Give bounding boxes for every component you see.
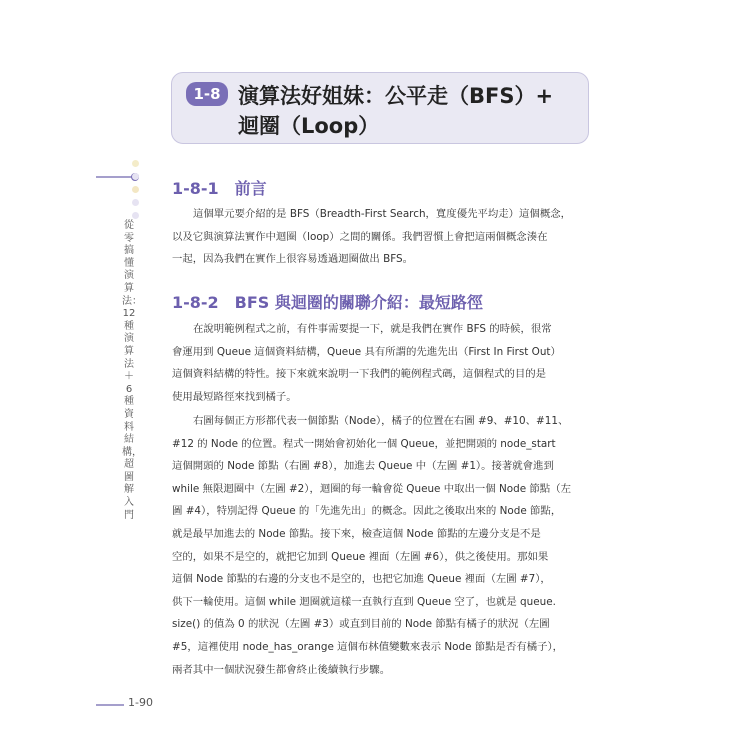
book-title-vertical: 從零搞懂演算法：12種演算法＋6種資料結構，超圖解入門 [122, 220, 142, 521]
paragraph-line: 在說明範例程式之前，有件事需要提一下，就是我們在實作 BFS 的時候，很常 [193, 323, 552, 335]
paragraph-line: size() 的值為 0 的狀況（左圖 #3）或直到目前的 Node 節點有橘子的狀況（左圖 [172, 618, 550, 631]
paragraph-line: while 無限迴圈中（左圖 #2），迴圈的每一輪會從 Queue 中取出一個 Node 節點（左 [172, 482, 571, 495]
sidebar-dot [132, 186, 139, 193]
chapter-title-line-2: 迴圈（Loop） [238, 114, 380, 138]
paragraph-line: 供下一輪使用。這個 while 迴圈就這樣一直執行直到 Queue 空了，也就是 queue. [172, 595, 556, 608]
paragraph-line: 一起，因為我們在實作上很容易透過迴圈做出 BFS。 [172, 253, 414, 266]
paragraph-line: 空的，如果不是空的，就把它加到 Queue 裡面（左圖 #6），供之後使用。那如果 [172, 550, 549, 563]
paragraph-line: 這個資料結構的特性。接下來就來說明一下我們的範例程式碼，這個程式的目的是 [172, 368, 547, 381]
paragraph-line: #12 的 Node 的位置。程式一開始會初始化一個 Queue，並把開頭的 node_start [172, 437, 556, 450]
paragraph-line: 這個單元要介紹的是 BFS（Breadth-First Search，寬度優先平均走）這個概念， [193, 208, 571, 220]
paragraph-line: #5，這裡使用 node_has_orange 這個布林值變數來表示 Node 節點是否有橘子）， [172, 640, 564, 653]
chapter-title-line-1: 演算法好姐妹：公平走（BFS）+ [238, 84, 554, 108]
sidebar-dot [132, 160, 139, 167]
paragraph-line: 會運用到 Queue 這個資料結構，Queue 具有所謂的先進先出（First In First Out） [172, 345, 561, 358]
paragraph-line: 這個 Node 節點的右邊的分支也不是空的，也把它加進 Queue 裡面（左圖 #7）， [172, 573, 551, 586]
sidebar-top-line [96, 176, 133, 178]
paragraph-line: 以及它與演算法實作中迴圈（loop）之間的關係。我們習慣上會把這兩個概念湊在 [172, 230, 548, 243]
paragraph-line: 圖 #4），特別記得 Queue 的「先進先出」的概念。因此之後取出來的 Node 節點， [172, 505, 562, 518]
chapter-number-badge: 1-8 [186, 82, 228, 106]
paragraph-intro [172, 203, 590, 271]
section-heading-1-8-1: 1-8-1 前言 [172, 179, 267, 198]
paragraph-explanation [172, 410, 590, 681]
sidebar-dot [132, 212, 139, 219]
paragraph-line: 這個開頭的 Node 節點（右圖 #8），加進去 Queue 中（左圖 #1）。接著就會進到 [172, 460, 554, 473]
paragraph-line: 就是最早加進去的 Node 節點。接下來，檢查這個 Node 節點的左邊分支是不是 [172, 527, 541, 540]
paragraph-line: 右圖每個正方形都代表一個節點（Node），橘子的位置在右圖 #9、#10、#11、 [193, 415, 569, 427]
sidebar-dot [132, 199, 139, 206]
footer-line [96, 704, 124, 706]
paragraph-queue [172, 318, 590, 408]
sidebar-dot [132, 173, 139, 180]
paragraph-line: 兩者其中一個狀況發生都會終止後續執行步驟。 [172, 663, 391, 676]
section-heading-1-8-2: 1-8-2 BFS 與迴圈的關聯介紹：最短路徑 [172, 293, 483, 312]
paragraph-line: 使用最短路徑來找到橘子。 [172, 390, 297, 403]
page-number: 1-90 [128, 696, 153, 709]
